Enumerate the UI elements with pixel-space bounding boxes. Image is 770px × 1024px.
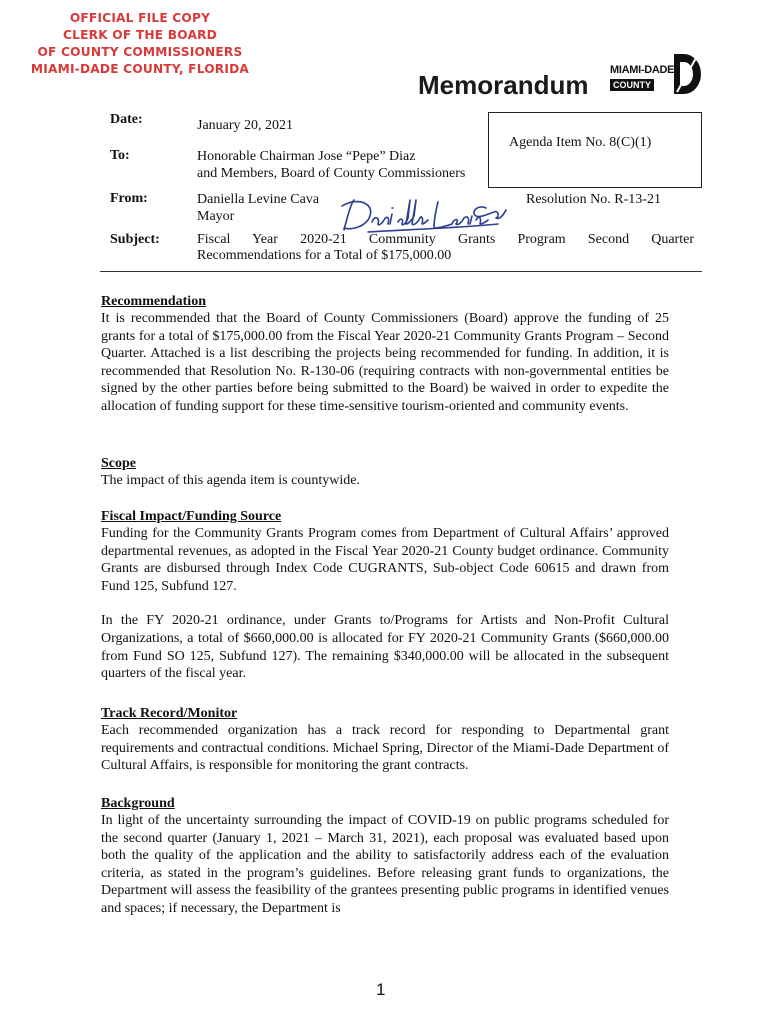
section-body: The impact of this agenda item is countywide. [101, 473, 360, 488]
official-file-copy-stamp [22, 10, 258, 78]
to-recipients [197, 148, 465, 182]
resolution-number: Resolution No. R-13-21 [526, 192, 661, 207]
from-label: From: [110, 191, 148, 206]
background-section [101, 795, 669, 918]
stamp-line: OFFICIAL FILE COPY [69, 11, 211, 25]
subject-label: Subject: [110, 232, 160, 247]
recommendation-section [101, 293, 669, 416]
memo-title: Memorandum [418, 70, 589, 100]
county-d-logo-icon [672, 52, 702, 96]
from-line: Mayor [197, 209, 235, 224]
fiscal-impact-section [101, 508, 669, 683]
agenda-item-number: Agenda Item No. 8(C)(1) [509, 135, 652, 150]
section-heading: Track Record/Monitor [101, 706, 238, 721]
agenda-item-box [488, 112, 702, 188]
mayor-signature [338, 194, 508, 236]
section-body: Each recommended organization has a track record for responding to Departmental grant requirements and contractual conditions. Michael Spring, Director of the Miami-Dade Department of Cultural Affairs, is responsible for monitoring the grant contracts. [101, 723, 669, 774]
section-heading: Background [101, 796, 175, 811]
date-label: Date: [110, 112, 143, 127]
stamp-line: CLERK OF THE BOARD [63, 28, 217, 42]
from-sender [197, 191, 319, 225]
track-record-section [101, 705, 669, 775]
stamp-line: MIAMI-DADE COUNTY, FLORIDA [30, 62, 250, 76]
stamp-line: OF COUNTY COMMISSIONERS [37, 45, 243, 59]
subject-line: Fiscal Year 2020-21 Community Grants Program Second Quarter [197, 232, 694, 247]
subject-line: Recommendations for a Total of $175,000.00 [197, 248, 452, 263]
section-heading: Scope [101, 456, 136, 471]
miami-dade-county-logo [610, 52, 702, 98]
section-body: In light of the uncertainty surrounding the impact of COVID-19 on public programs scheduled for the second quarter (January 1, 2021 – March 31, 2021), each proposal was evaluated based upon both the quality of the application and the ability to satisfactorily address each of the evaluation criteria, as stated in the program’s guidelines. Before releasing grant funds to organizations, the Department will assess the feasibility of the grantees presenting public programs in identified venues and spaces; if necessary, the Department is [101, 813, 669, 916]
section-heading: Fiscal Impact/Funding Source [101, 509, 282, 524]
section-body: It is recommended that the Board of County Commissioners (Board) approve the funding of 25 grants for a total of $175,000.00 from the Fiscal Year 2020-21 Community Grants Program – Second Quarter. Attached is a list describing the projects being recommended for funding. In addition, it is recommended that Resolution No. R-130-06 (requiring contracts with non-governmental entities be signed by the other parties before being submitted to the Board) be waived in order to expedite the allocation of funding support for these time-sensitive tourism-oriented and community events. [101, 311, 669, 414]
logo-text-county: COUNTY [610, 79, 654, 91]
to-line: and Members, Board of County Commissioners [197, 166, 466, 181]
scope-section [101, 455, 669, 490]
header-divider [100, 271, 702, 272]
logo-text-miami-dade: MIAMI-DADE [610, 64, 675, 76]
to-line: Honorable Chairman Jose “Pepe” Diaz [197, 149, 416, 164]
section-body: Funding for the Community Grants Program comes from Department of Cultural Affairs’ approved departmental revenues, as adopted in the Fiscal Year 2020-21 County budget ordinance. Community Grants are disbursed through Index Code CUGRANTS, Sub-object Code 60615 and drawn from Fund 125, Subfund 127. [101, 526, 669, 594]
date-value: January 20, 2021 [197, 118, 294, 133]
page-number: 1 [376, 980, 386, 999]
section-body: In the FY 2020-21 ordinance, under Grants to/Programs for Artists and Non-Profit Cultural Organizations, a total of $660,000.00 is allocated for FY 2020-21 Community Grants ($660,000.00 from Fund SO 125, Subfund 127). The remaining $340,000.00 will be allocated in the subsequent quarters of the fiscal year. [101, 613, 669, 682]
section-heading: Recommendation [101, 294, 206, 309]
from-line: Daniella Levine Cava [197, 192, 320, 207]
to-label: To: [110, 148, 130, 163]
